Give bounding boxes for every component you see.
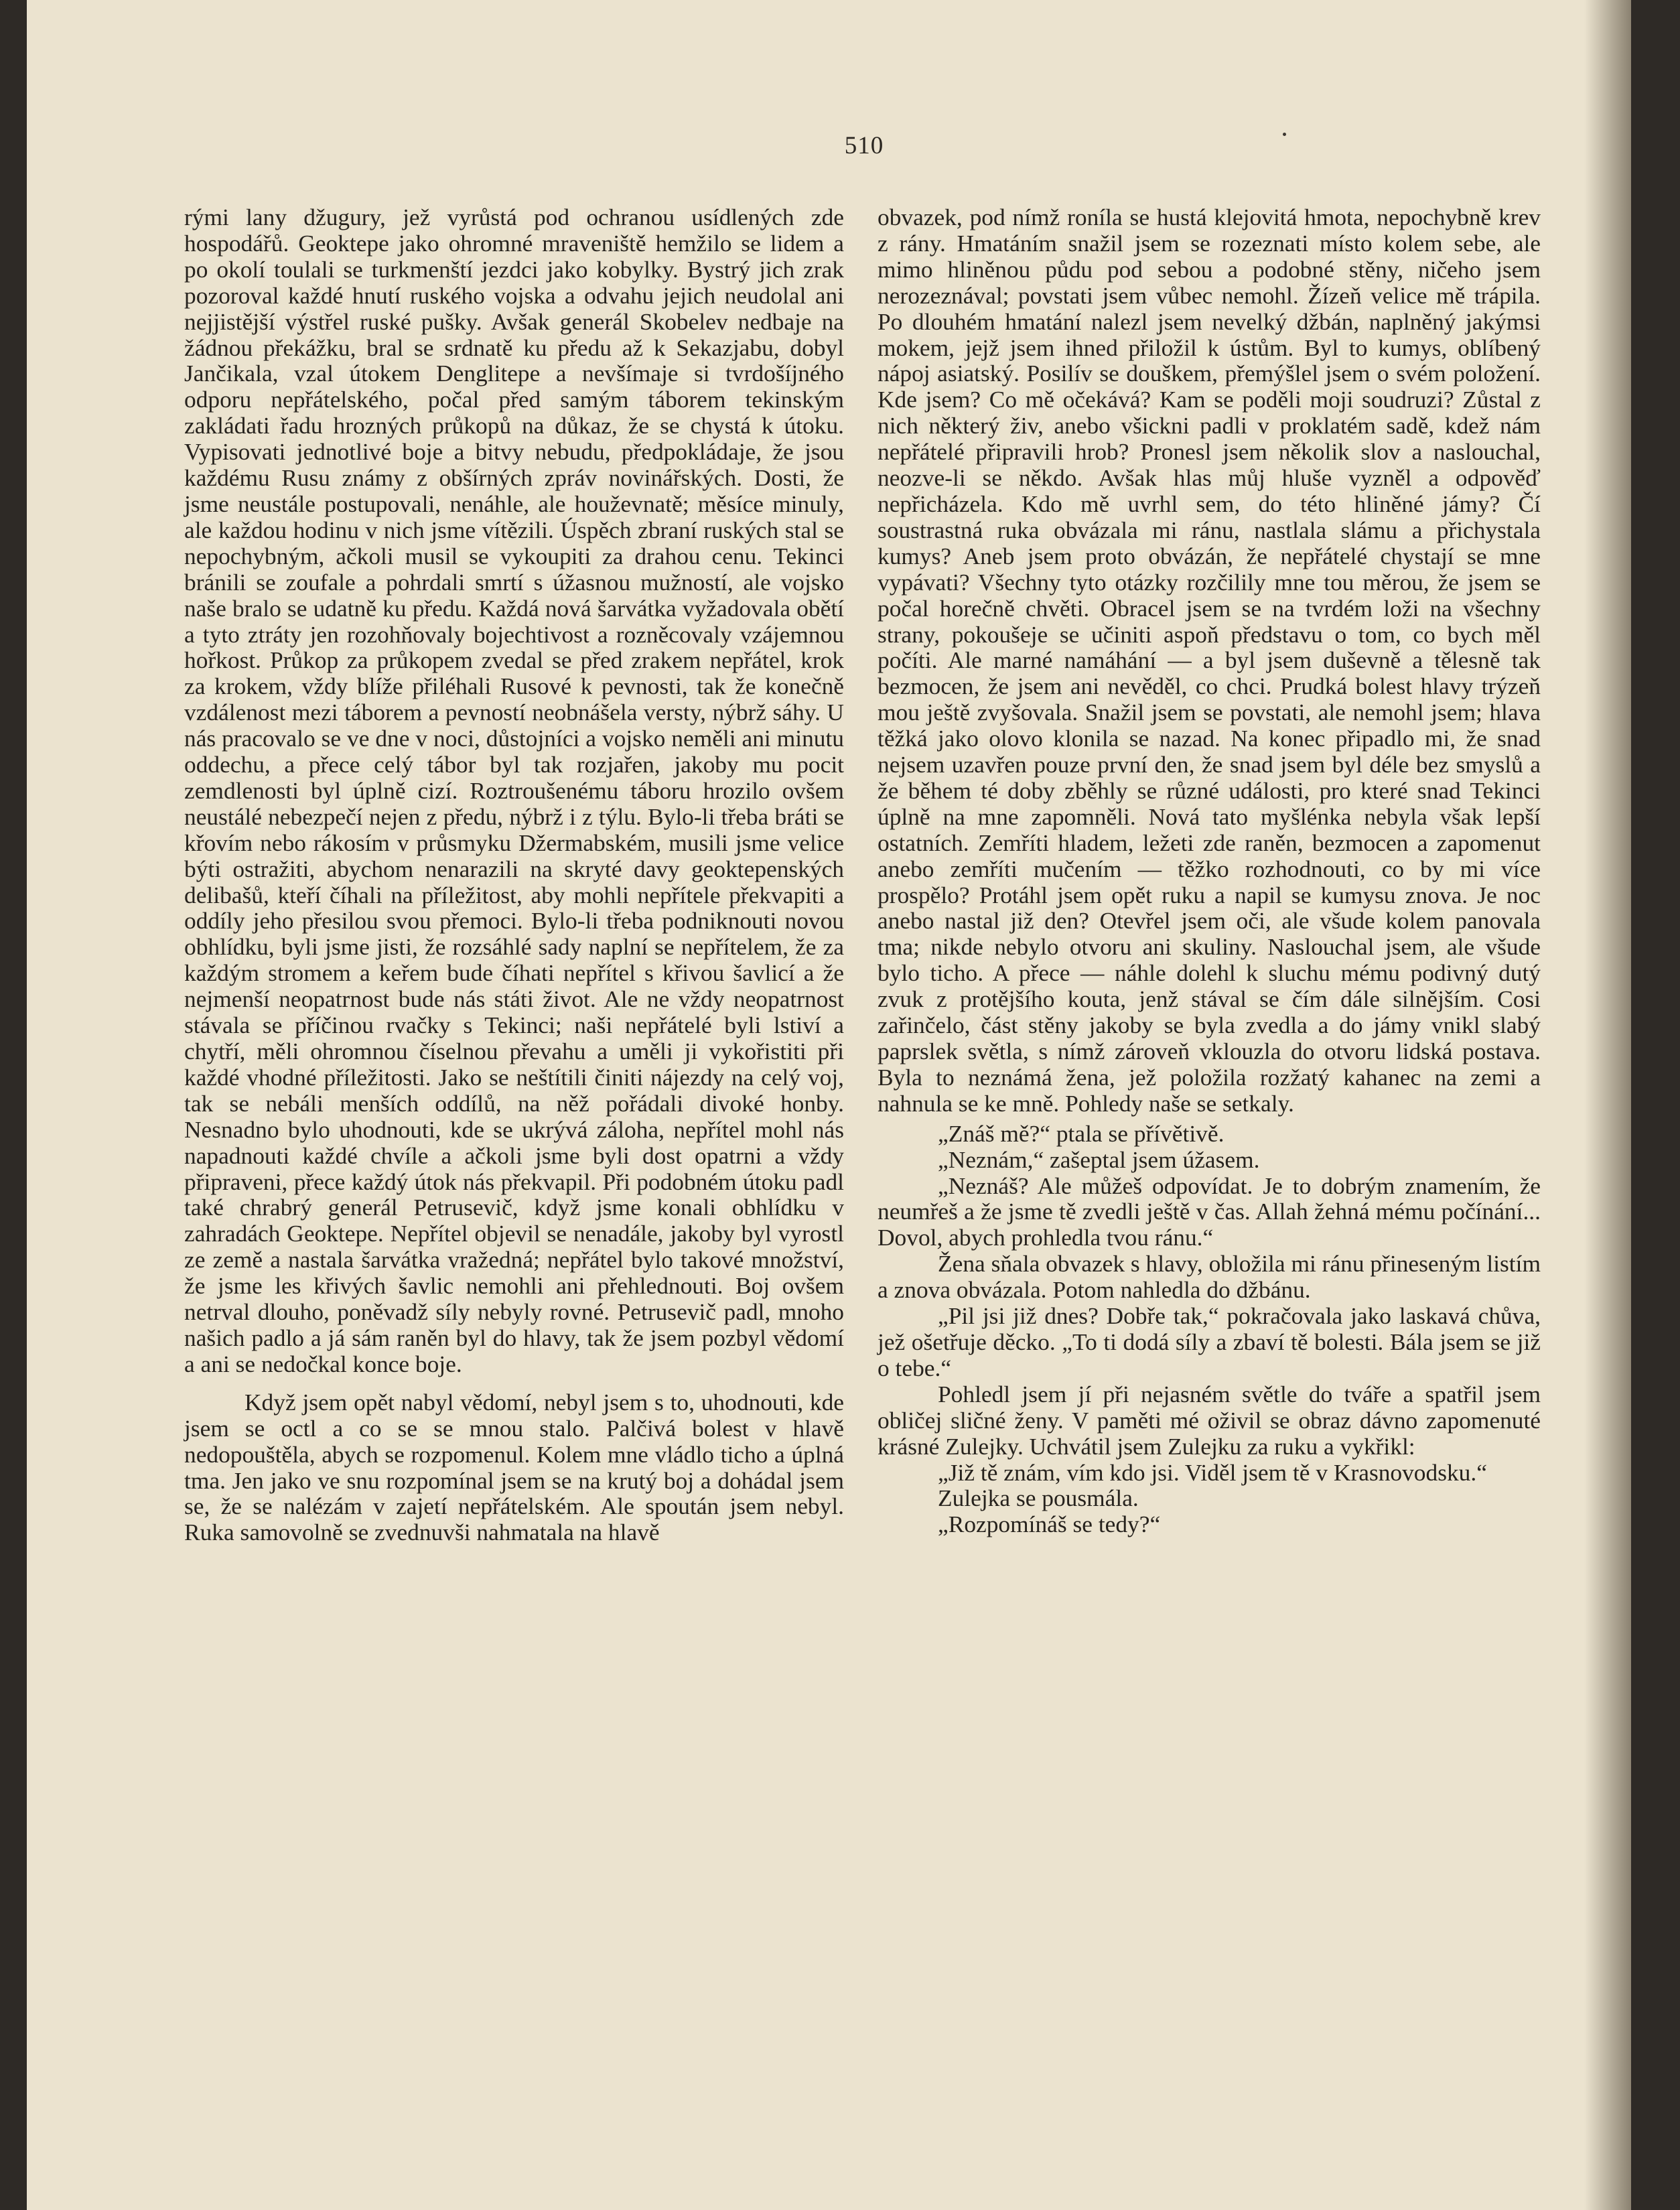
right-dialogue-1: „Znáš mě?“ ptala se přívětivě.: [938, 1119, 1224, 1147]
right-dialogue-2: „Neznám,“ zašeptal jsem úžasem.: [938, 1146, 1260, 1173]
right-dialogue-6: „Rozpomínáš se tedy?“: [938, 1511, 1161, 1538]
right-dialogue-3: „Neznáš? Ale můžeš odpovídat. Je to dobrým znamením, že neumřeš a že jsme tě zvedli ještě v čas. Allah žehná mému počínání... Dovol, abych prohledla tvou ránu.“: [878, 1172, 1541, 1251]
left-paragraph-1: rými lany džugury, jež vyrůstá pod ochranou usídlených zde hospodářů. Geoktepe jako ohromné mraveniště hemžilo se lidem a po okolí toulali se turkmenští jezdci jako kobylky. Bystrý jich zrak pozoroval každé hnutí ruského vojska a odvahu jejich neudolal ani nejjistější výstřel ruské pušky. Avšak generál Skobelev nedbaje na žádnou překážku, bral se srdnatě ku předu až k Sekazjabu, dobyl Jančikala, vzal útokem Denglitepe a nevšímaje si tvrdošíjného odporu nepřátelského, počal před samým táborem tekinským zakládati řadu hrozných průkopů na důkaz, že se chystá k útoku. Vypisovati jednotlivé boje a bitvy nebudu, předpokládaje, že jsou každému Rusu známy z obšírných zpráv novinářských. Dosti, že jsme neustále postupovali, nenáhle, ale houževnatě; měsíce minuly, ale každou hodinu v nich jsme vítězili. Úspěch zbraní ruských stal se nepochybným, ačkoli musil se vykoupiti za drahou cenu. Tekinci bránili se zoufale a pohrdali smrtí s úžasnou mužností, ale vojsko naše bralo se udatně ku předu. Každá nová šarvátka vyžadovala obětí a tyto ztráty jen rozohňovaly bojechtivost a rozněcovaly vzájemnou hořkost. Průkop za průkopem zvedal se před zrakem nepřátel, krok za krokem, vždy blíže přiléhali Rusové k pevnosti, tak že konečně vzdálenost mezi táborem a pevností neobnášela versty, nýbrž sáhy. U nás pracovalo se ve dne v noci, důstojníci a vojsko neměli ani minutu oddechu, a přece celý tábor byl tak rozjařen, jakoby mu pocit zemdlenosti byl úplně cizí. Roztroušenému táboru hrozilo ovšem neustálé nebezpečí nejen z předu, nýbrž i z týlu. Bylo-li třeba bráti se křovím nebo rákosím v průsmyku Džermabském, musili jsme velice býti ostražiti, abychom nenarazili na skryté davy geoktepenských delibašů, kteří číhali na příležitost, aby mohli nepřítele překvapiti a oddíly jeho přesilou svou přemoci. Bylo-li třeba podniknouti novou obhlídku, byli jsme jisti, že rozsáhlé sady naplní se nepřítelem, že za každým stromem a keřem bude číhati nepřítel s křivou šavlicí a že nejmenší neopatrnost bude nás státi život. Ale ne vždy neopatrnost stávala se příčinou rvačky s Tekinci; naši nepřátelé byli lstiví a chytří, měli ohromnou číselnou převahu a uměli ji vykořistiti při každé vhodné příležitosti. Jako se neštítili činiti nájezdy na celý voj, tak se nebáli menších oddílů, na něž pořádali divoké honby. Nesnadno bylo uhodnouti, kde se ukrývá záloha, nepřítel mohl nás napadnouti každé chvíle a ačkoli jsme byli dost opatrni a vždy připraveni, přece každý útok nás překvapil. Při podobném útoku padl také chrabrý generál Petrusevič, když jsme konali obhlídku v zahradách Geoktepe. Nepřítel objevil se nenadále, jakoby byl vyrostl ze země a nastala šarvátka vražedná; nepřátel bylo takové množství, že jsme les křivých šavlic nemohli ani přehlednouti. Boj ovšem netrval dlouho, poněvadž síly nebyly rovné. Petrusevič padl, mnoho našich padlo a já sám raněn byl do hlavy, tak že jsem pozbyl vědomí a ani se nedočkal konce boje.: [184, 204, 844, 1377]
ink-speck: [1283, 133, 1286, 136]
right-dialogue-4: „Pil jsi již dnes? Dobře tak,“ pokračovala jako laskavá chůva, jež ošetřuje děcko. „To ti dodá síly a zbaví tě bolesti. Bála jsem se již o tebe.“: [878, 1302, 1541, 1381]
right-paragraph-1: obvazek, pod nímž roníla se hustá klejovitá hmota, nepochybně krev z rány. Hmatáním snažil jsem se rozeznati místo kolem sebe, ale mimo hliněnou půdu pod sebou a podobné stěny, ničeho jsem nerozeznával; povstati jsem vůbec nemohl. Žízeň velice mě trápila. Po dlouhém hmatání nalezl jsem nevelký džbán, naplněný jakýmsi mokem, jejž jsem ihned přiložil k ústům. Byl to kumys, oblíbený nápoj asiatský. Posilív se douškem, přemýšlel jsem o svém položení. Kde jsem? Co mě očekává? Kam se poděli moji soudruzi? Zůstal z nich některý živ, anebo všickni padli v proklatém sadě, kdež nám nepřátelé připravili hrob? Pronesl jsem několik slov a naslouchal, neozve-li se někdo. Avšak hlas můj hluše vyzněl a odpověď nepřicházela. Kdo mě uvrhl sem, do této hliněné jámy? Čí soustrastná ruka obvázala mi ránu, nastlala slámu a přichystala kumys? Aneb jsem proto obvázán, že nepřátelé chystají se mne vypávati? Všechny tyto otázky rozčilily mne tou měrou, že jsem se počal horečně chvěti. Obracel jsem se na tvrdém loži na všechny strany, pokoušeje se učiniti aspoň představu o tom, co bych měl počíti. Ale marné namáhání — a byl jsem duševně a tělesně tak bezmocen, že jsem ani nevěděl, co chci. Prudká bolest hlavy trýzeň mou ještě zvyšovala. Snažil jsem se povstati, ale nemohl jsem; hlava těžká jako olovo klonila se nazad. Na konec připadlo mi, že snad nejsem uzavřen pouze první den, že snad jsem byl déle bez smyslů a že během té doby zběhly se různé události, pro které snad Tekinci úplně na mne zapomněli. Nová tato myšlénka nebyla však lepší ostatních. Zemříti hladem, ležeti zde raněn, bezmocen a zapomenut anebo zemříti mučením — těžko rozhodnouti, co by mi více prospělo? Protáhl jsem opět ruku a napil se kumysu znova. Je noc anebo nastal již den? Otevřel jsem oči, ale všude kolem panovala tma; nikde nebylo otvoru ani skuliny. Naslouchal jsem, ale všude bylo ticho. A přece — náhle dolehl k sluchu mému podivný dutý zvuk z protějšího kouta, jenž stával se čím dále silnějším. Cosi zařinčelo, část stěny jakoby se byla zvedla a do jámy vnikl slabý paprslek světla, s nímž zároveň vklouzla do otvoru lidská postava. Byla to neznámá žena, jež položila rozžatý kahanec na zemi a nahnula se ke mně. Pohledy naše se setkaly.: [878, 204, 1541, 1117]
right-dialogue-5: „Již tě znám, vím kdo jsi. Viděl jsem tě v Krasnovodsku.“: [938, 1458, 1487, 1486]
right-column: [878, 204, 1541, 1537]
right-paragraph-3: Pohledl jsem jí při nejasném světle do tváře a spatřil jsem obličej sličné ženy. V paměti mé oživil se obraz dávno zapomenuté krásné Zulejky. Uchvátil jsem Zulejku za ruku a vykřikl:: [878, 1380, 1541, 1460]
left-column: [184, 204, 844, 1545]
page-number: 510: [844, 132, 884, 159]
right-paragraph-2: Žena sňala obvazek s hlavy, obložila mi ránu přineseným listím a znova obvázala. Potom nahledla do džbánu.: [878, 1250, 1541, 1304]
right-paragraph-4: Zulejka se pousmála.: [938, 1484, 1139, 1512]
binding-shadow: [1584, 0, 1631, 2210]
left-paragraph-2: Když jsem opět nabyl vědomí, nebyl jsem s to, uhodnouti, kde jsem se octl a co se se mnou stalo. Palčivá bolest v hlavě nedopouštěla, abych se rozpomenul. Kolem mne vládlo ticho a úplná tma. Jen jako ve snu rozpomínal jsem se na krutý boj a dohádal jsem se, že se nalézám v zajetí nepřátelském. Ale spoután jsem nebyl. Ruka samovolně se zvednuvši nahmatala na hlavě: [184, 1388, 844, 1546]
